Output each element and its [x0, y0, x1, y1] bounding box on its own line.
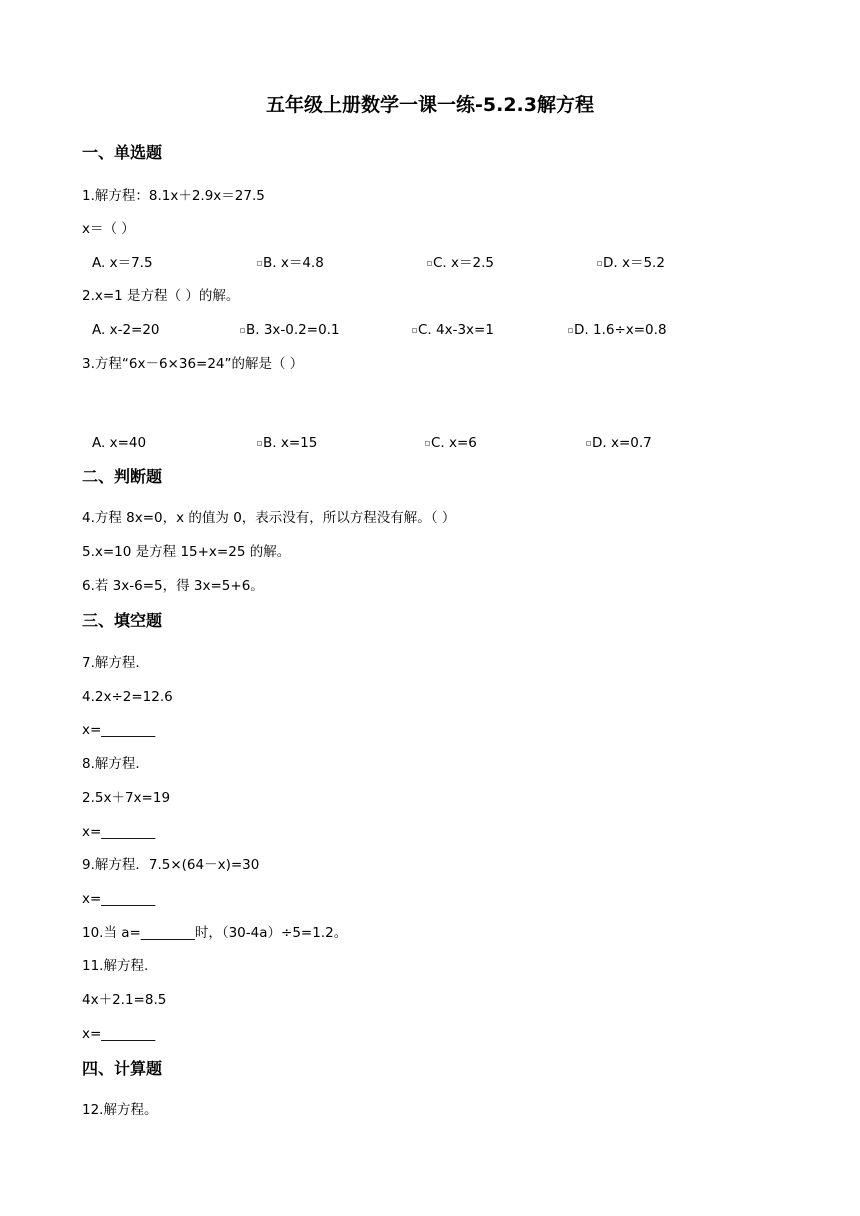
question-1-blank: x＝（ ） [82, 221, 135, 237]
question-12: 12.解方程。 [82, 1102, 158, 1118]
question-11-answer-blank: x=________ [82, 1026, 156, 1042]
question-2-option-a: A. x-2=20 [92, 322, 160, 338]
question-1-option-d [597, 253, 665, 273]
question-8-answer-blank: x=________ [82, 824, 156, 840]
question-11-equation: 4x＋2.1=8.5 [82, 992, 167, 1008]
section-heading-single-choice: 一、单选题 [82, 143, 163, 162]
option-marker-icon [257, 441, 262, 446]
option-label: C. x＝2.5 [433, 255, 494, 271]
option-label: C. 4x-3x=1 [418, 322, 494, 338]
option-marker-icon [597, 261, 602, 266]
option-marker-icon [257, 261, 262, 266]
question-3-option-a: A. x=40 [92, 435, 147, 451]
question-2-option-d [568, 320, 667, 340]
option-marker-icon [586, 441, 591, 446]
option-marker-icon [425, 441, 430, 446]
section-heading-true-false: 二、判断题 [82, 467, 163, 486]
section-heading-calculation: 四、计算题 [82, 1059, 163, 1078]
option-label: D. 1.6÷x=0.8 [574, 322, 667, 338]
question-3-option-c [425, 433, 477, 453]
question-3-option-b [257, 433, 317, 453]
question-1-option-b [257, 253, 324, 273]
question-11-stem: 11.解方程. [82, 958, 149, 974]
question-9-stem: 9.解方程．7.5×(64－x)=30 [82, 857, 260, 873]
question-1-stem: 1.解方程：8.1x＋2.9x＝27.5 [82, 188, 265, 204]
question-8-stem: 8.解方程. [82, 756, 140, 772]
option-marker-icon [427, 261, 432, 266]
question-1-option-c [427, 253, 494, 273]
question-3-option-d [586, 433, 652, 453]
question-3-stem: 3.方程“6x－6×36=24”的解是（ ） [82, 356, 304, 372]
question-7-equation: 4.2x÷2=12.6 [82, 689, 173, 705]
option-label: D. x＝5.2 [603, 255, 665, 271]
option-marker-icon [240, 328, 245, 333]
question-10: 10.当 a=________时，（30-4a）÷5=1.2。 [82, 925, 348, 941]
option-marker-icon [412, 328, 417, 333]
question-6: 6.若 3x-6=5，得 3x=5+6。 [82, 578, 264, 594]
question-1-option-a: A. x＝7.5 [92, 255, 153, 271]
question-4: 4.方程 8x=0，x 的值为 0，表示没有，所以方程没有解。（ ） [82, 510, 456, 526]
section-heading-fill-blank: 三、填空题 [82, 611, 163, 630]
option-label: B. 3x-0.2=0.1 [246, 322, 340, 338]
question-8-equation: 2.5x＋7x=19 [82, 790, 171, 806]
option-label: B. x＝4.8 [263, 255, 324, 271]
option-marker-icon [568, 328, 573, 333]
page-title: 五年级上册数学一课一练-5.2.3解方程 [266, 94, 594, 116]
question-2-option-b [240, 320, 340, 340]
option-label: C. x=6 [431, 435, 477, 451]
question-2-stem: 2.x=1 是方程（ ）的解。 [82, 288, 240, 304]
option-label: D. x=0.7 [592, 435, 652, 451]
question-7-answer-blank: x=________ [82, 722, 156, 738]
option-label: B. x=15 [263, 435, 318, 451]
question-5: 5.x=10 是方程 15+x=25 的解。 [82, 544, 291, 560]
question-9-answer-blank: x=________ [82, 891, 156, 907]
question-2-option-c [412, 320, 494, 340]
question-7-stem: 7.解方程. [82, 655, 140, 671]
